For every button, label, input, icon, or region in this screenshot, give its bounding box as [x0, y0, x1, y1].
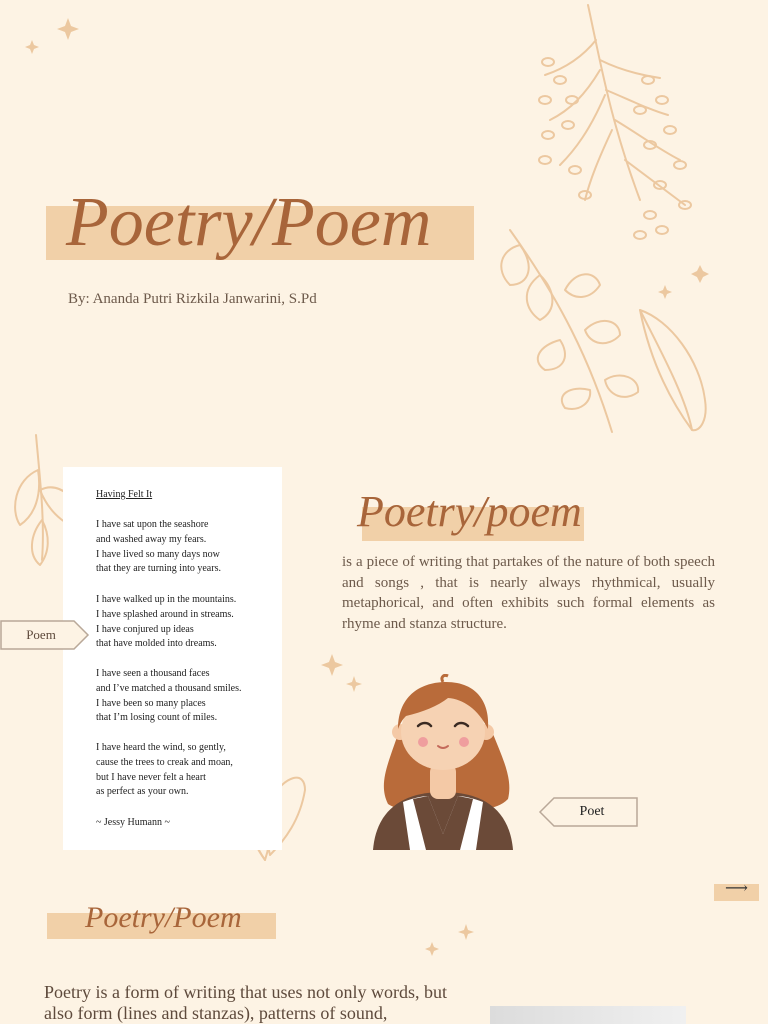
- definition-text: is a piece of writing that partakes of the nature of both speech and songs , that is nearly always rhythmical, usually metaphorical, and often exhibits such formal elements as rhyme and stanza structure.: [342, 554, 715, 632]
- poet-tag-label: Poet: [579, 804, 605, 819]
- poem-tag-label: Poem: [26, 627, 56, 642]
- section-text: Poetry is a form of writing that uses not only words, but also form (lines and stanzas), patterns of sound,: [44, 982, 447, 1023]
- poem-signature: ~ Jessy Humann ~: [96, 817, 170, 828]
- poem-title: Having Felt It: [96, 489, 153, 500]
- poem-stanza: I have sat upon the seashore and washed away my fears. I have lived so many days now that they are turning into years.: [96, 519, 221, 575]
- definition-heading: Poetry/poem: [357, 487, 582, 536]
- poem-stanza: I have heard the wind, so gently, cause the trees to creak and moan, but I have never felt a heart as perfect as your own.: [96, 742, 233, 798]
- leaf-branch-icon: [501, 230, 705, 432]
- author-line: By: Ananda Putri Rizkila Janwarini, S.Pd: [68, 291, 317, 307]
- berry-branch-icon: [539, 5, 691, 239]
- right-arrow-icon[interactable]: ⟶: [725, 880, 748, 897]
- page-title: Poetry/Poem: [66, 184, 432, 261]
- image-placeholder: [490, 1006, 686, 1024]
- poet-illustration: [368, 674, 518, 850]
- poem-stanza: I have walked up in the mountains. I have splashed around in streams. I have conjured up ideas that have molded into dreams.: [96, 594, 237, 650]
- poem-stanza: I have seen a thousand faces and I’ve matched a thousand smiles. I have been so many places that I’m losing count of miles.: [96, 668, 242, 724]
- section-heading: Poetry/Poem: [85, 901, 242, 934]
